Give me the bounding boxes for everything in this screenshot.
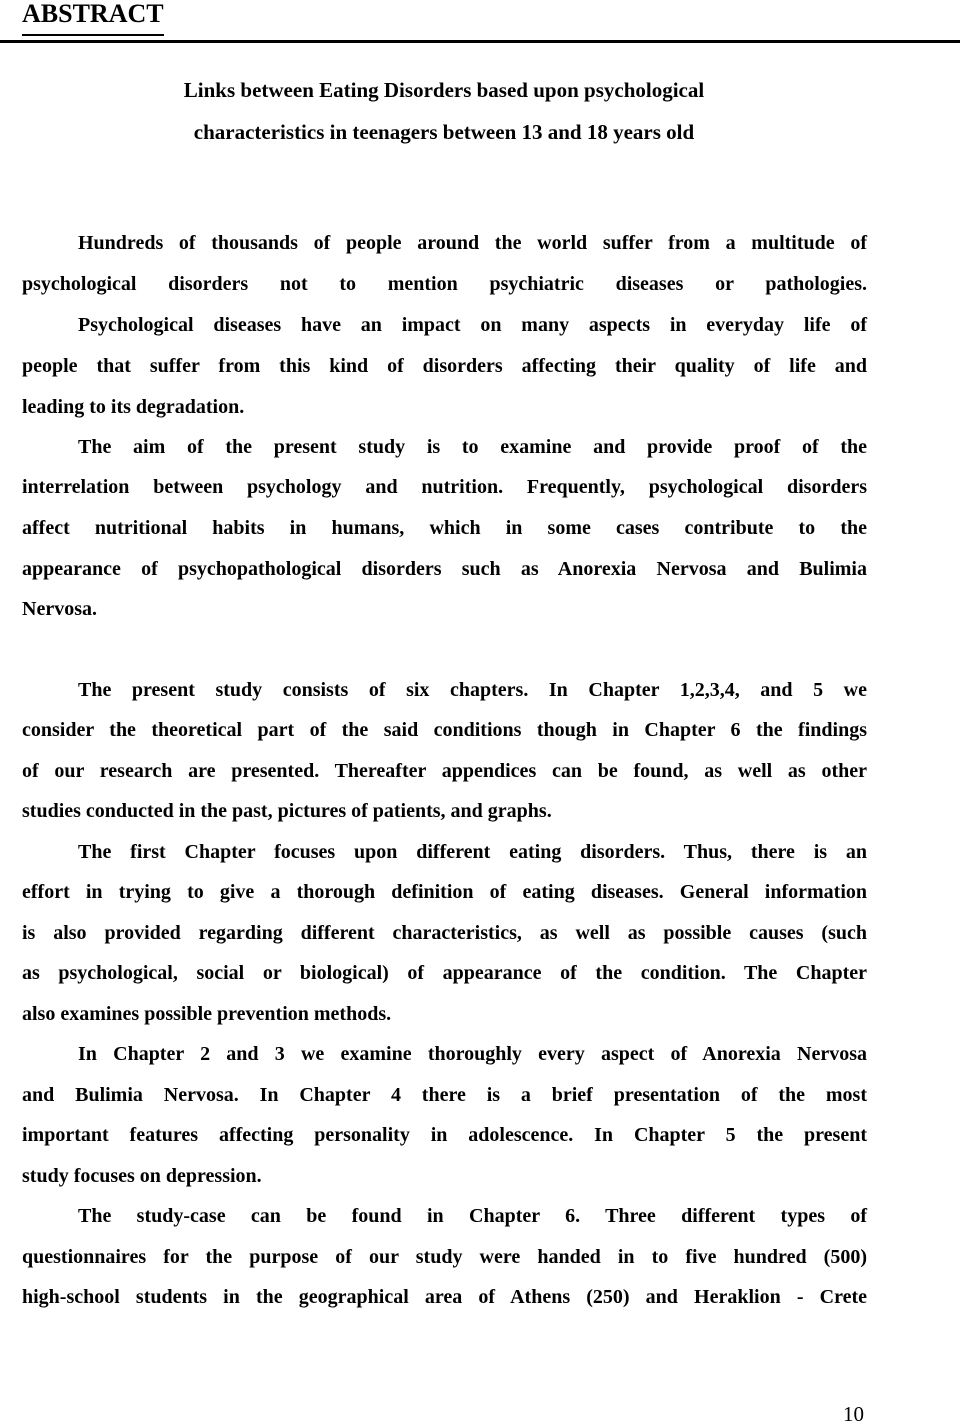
body-line: leading to its degradation.	[22, 396, 245, 418]
body-line: interrelation between psychology and nutrition. Frequently, psychological disorders	[22, 476, 867, 498]
body-line: The first Chapter focuses upon different eating disorders. Thus, there is an	[78, 841, 867, 863]
title-line: Links between Eating Disorders based upon psychological	[183, 78, 705, 102]
body-line: In Chapter 2 and 3 we examine thoroughly every aspect of Anorexia Nervosa	[78, 1043, 867, 1065]
body-line: people that suffer from this kind of disorders affecting their quality of life and	[22, 355, 867, 377]
body-line: is also provided regarding different characteristics, as well as possible causes (such	[22, 922, 867, 944]
body-line: effort in trying to give a thorough definition of eating diseases. General information	[22, 881, 867, 903]
body-line: consider the theoretical part of the said conditions though in Chapter 6 the findings	[22, 719, 867, 741]
body-line: as psychological, social or biological) of appearance of the condition. The Chapter	[22, 962, 867, 984]
body-line: affect nutritional habits in humans, which in some cases contribute to the	[22, 517, 867, 539]
section-heading: ABSTRACT	[22, 0, 164, 36]
body-line: psychological disorders not to mention psychiatric diseases or pathologies.	[22, 273, 867, 295]
title-line: characteristics in teenagers between 13 and 18 years old	[193, 120, 695, 144]
body-line: appearance of psychopathological disorders such as Anorexia Nervosa and Bulimia	[22, 558, 867, 580]
body-line: Nervosa.	[22, 598, 97, 620]
body-line: high-school students in the geographical area of Athens (250) and Heraklion - Crete	[22, 1286, 867, 1308]
header-rule	[0, 40, 960, 43]
body-line: The study-case can be found in Chapter 6. Three different types of	[78, 1205, 867, 1227]
page-number: 10	[843, 1402, 864, 1426]
body-line: studies conducted in the past, pictures of patients, and graphs.	[22, 800, 552, 822]
body-line: study focuses on depression.	[22, 1165, 262, 1187]
body-line: important features affecting personality in adolescence. In Chapter 5 the present	[22, 1124, 867, 1146]
body-line: of our research are presented. Thereafter appendices can be found, as well as other	[22, 760, 867, 782]
body-line: and Bulimia Nervosa. In Chapter 4 there is a brief presentation of the most	[22, 1084, 867, 1106]
body-line: questionnaires for the purpose of our study were handed in to five hundred (500)	[22, 1246, 867, 1268]
body-line: The present study consists of six chapters. In Chapter 1,2,3,4, and 5 we	[78, 679, 867, 701]
body-line: Psychological diseases have an impact on many aspects in everyday life of	[78, 314, 867, 336]
body-line: Hundreds of thousands of people around the world suffer from a multitude of	[78, 232, 867, 254]
body-line: also examines possible prevention methods.	[22, 1003, 392, 1025]
body-line: The aim of the present study is to examine and provide proof of the	[78, 436, 867, 458]
